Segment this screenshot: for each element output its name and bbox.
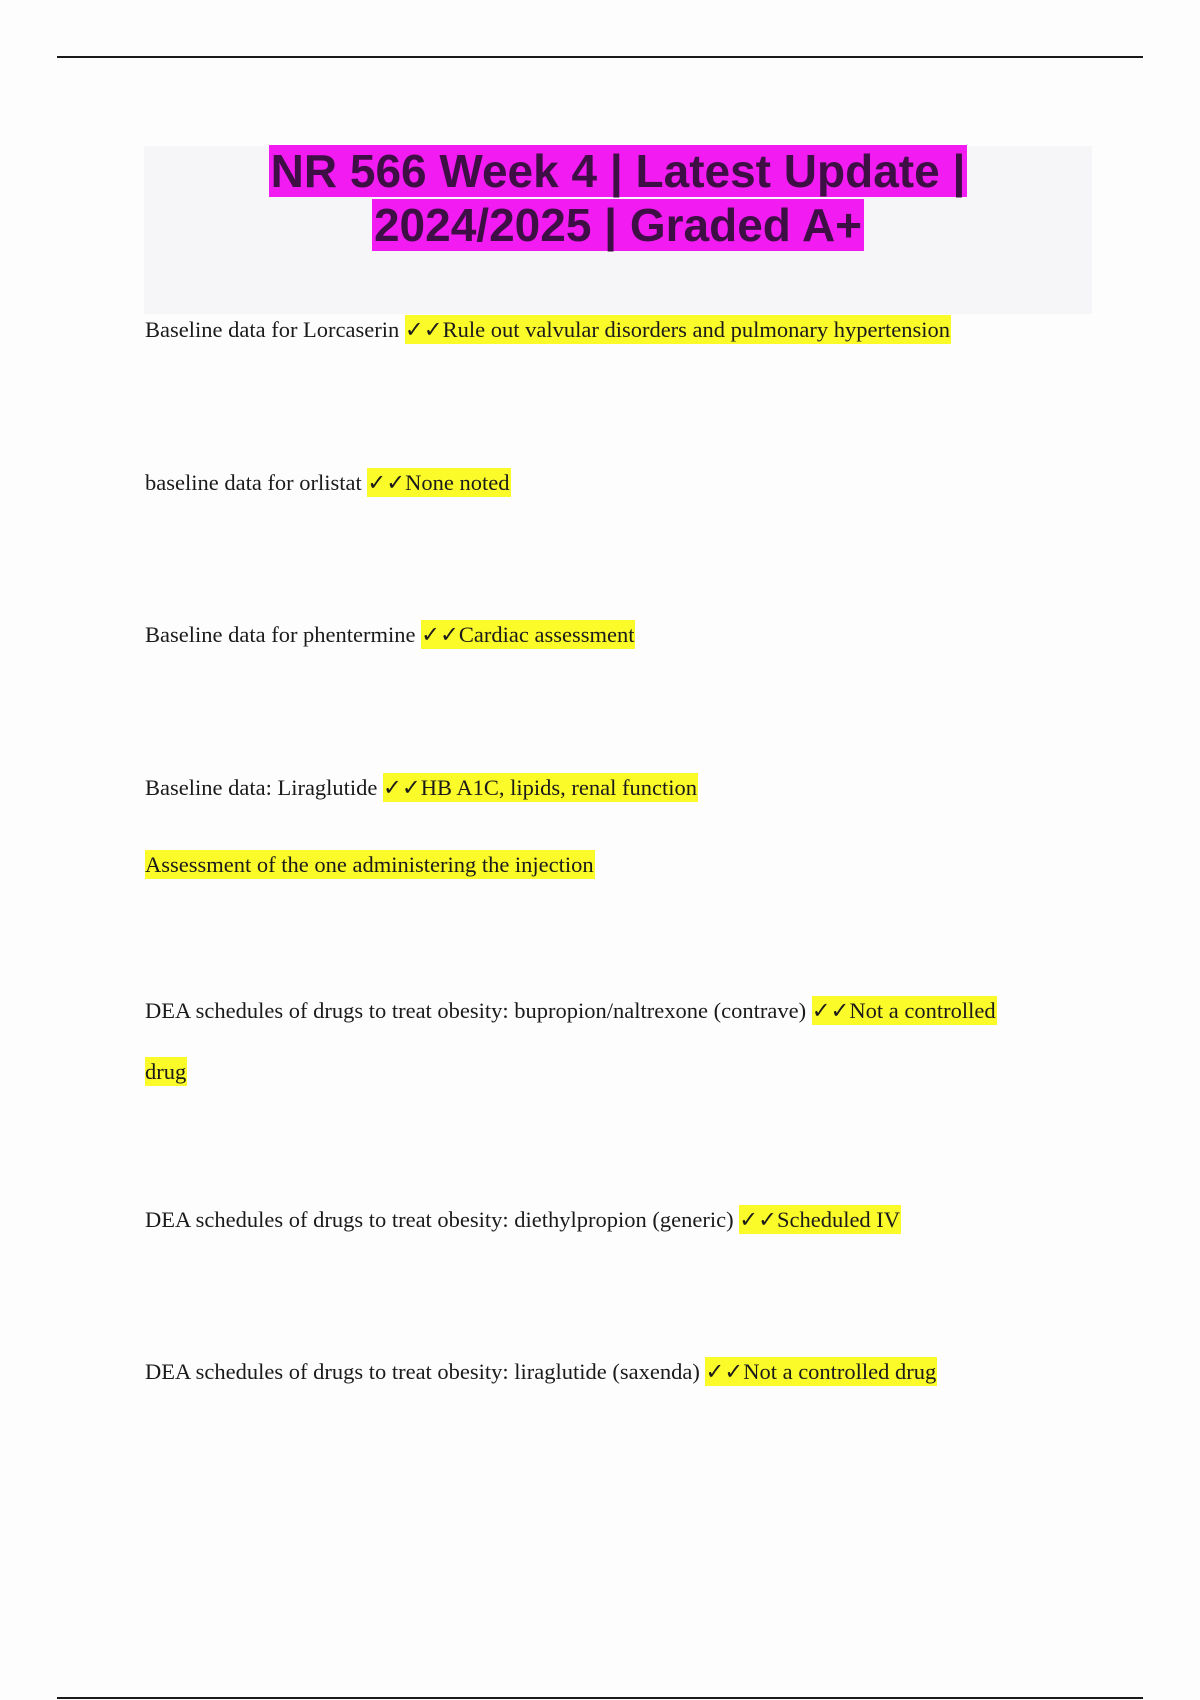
qa-item-orlistat — [145, 468, 511, 498]
question-text: Baseline data for Lorcaserin — [145, 317, 405, 342]
answer-text: HB A1C, lipids, renal function — [420, 775, 697, 800]
question-text: baseline data for orlistat — [145, 470, 368, 495]
answer-text: None noted — [405, 470, 510, 495]
answer-highlight — [705, 1357, 937, 1386]
question-text: Baseline data for phentermine — [145, 622, 422, 647]
bottom-rule — [57, 1697, 1143, 1699]
answer-highlight — [367, 468, 510, 497]
document-title — [144, 144, 1092, 252]
question-text: Baseline data: Liraglutide — [145, 775, 384, 800]
qa-item-liraglutide-baseline-continued — [145, 850, 595, 880]
question-text: DEA schedules of drugs to treat obesity: diethylpropion (generic) — [145, 1207, 740, 1232]
answer-continued-text: drug — [145, 1059, 187, 1084]
answer-highlight — [812, 996, 997, 1025]
title-line-2: 2024/2025 | Graded A+ — [373, 199, 863, 251]
check-mark-icon: ✓✓ — [383, 775, 421, 800]
answer-highlight — [739, 1205, 901, 1234]
qa-item-phentermine — [145, 620, 635, 650]
answer-text: Rule out valvular disorders and pulmonary hypertension — [442, 317, 951, 342]
qa-item-lorcaserin — [145, 315, 951, 345]
check-mark-icon: ✓✓ — [404, 317, 443, 342]
answer-highlight — [383, 773, 698, 802]
answer-highlight — [405, 315, 951, 344]
title-line-1: NR 566 Week 4 | Latest Update | — [270, 145, 966, 197]
answer-highlight — [421, 620, 635, 649]
answer-text: Cardiac assessment — [458, 622, 635, 647]
check-mark-icon: ✓✓ — [421, 622, 459, 647]
question-text: DEA schedules of drugs to treat obesity: liraglutide (saxenda) — [145, 1359, 706, 1384]
check-mark-icon: ✓✓ — [705, 1359, 744, 1384]
answer-text: Not a controlled drug — [743, 1359, 937, 1384]
qa-item-liraglutide-baseline — [145, 773, 698, 803]
answer-text: Scheduled IV — [776, 1207, 901, 1232]
answer-continued-text: Assessment of the one administering the injection — [145, 852, 594, 877]
top-rule — [57, 56, 1143, 58]
qa-item-contrave — [145, 996, 997, 1026]
qa-item-diethylpropion — [145, 1205, 901, 1235]
check-mark-icon: ✓✓ — [739, 1207, 777, 1232]
check-mark-icon: ✓✓ — [367, 470, 406, 495]
qa-item-contrave-continued — [145, 1057, 187, 1087]
question-text: DEA schedules of drugs to treat obesity: bupropion/naltrexone (contrave) — [145, 998, 812, 1023]
answer-text: Not a controlled — [849, 998, 996, 1023]
check-mark-icon: ✓✓ — [811, 998, 850, 1023]
qa-item-saxenda — [145, 1357, 937, 1387]
